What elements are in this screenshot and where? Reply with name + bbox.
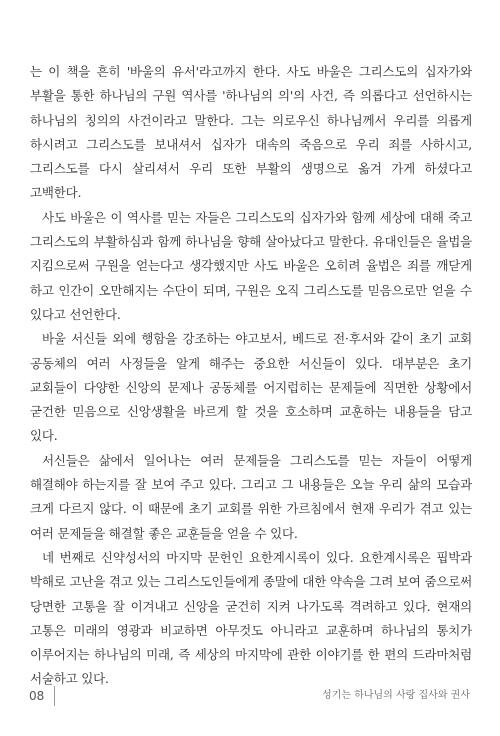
footer-divider (54, 686, 55, 706)
running-head: 성기는 하나님의 사랑 집사와 권사 (322, 690, 470, 701)
body-text (30, 60, 472, 692)
paragraph-1: 는 이 책을 흔히 '바울의 유서'라고까지 한다. 사도 바울은 그리스도의 십자가와 부활을 통한 하나님의 구원 역사를 '하나님의 의'의 사건, 즉 의롭다고 선언하시는 하나님의 칭의의 사건이라고 말한다. 그는 의로우신 하나님께서 우리를 의롭게 하시려고 그리스도를 보내셔서 십자가 대속의 죽음으로 우리 죄를 사하시고, 그리스도를 다시 살리셔서 우리 또한 부활의 생명으로 옮겨 가게 하셨다고 고백한다. (30, 64, 472, 201)
page-number: 08 (29, 689, 45, 703)
paragraph-2: 사도 바울은 이 역사를 믿는 자들은 그리스도의 십자가와 함께 세상에 대해 죽고 그리스도의 부활하심과 함께 하나님을 향해 살아났다고 말한다. 유대인들은 율법을 지킴으로써 구원을 얻는다고 생각했지만 사도 바울은 오히려 율법은 죄를 깨닫게 하고 인간이 오만해지는 수단이 되며, 구원은 오직 그리스도를 믿음으로만 얻을 수 있다고 선언한다. (30, 209, 472, 322)
paragraph-5: 네 번째로 신약성서의 마지막 문헌인 요한계시록이 있다. 요한계시록은 핍박과 박해로 고난을 겪고 있는 그리스도인들에게 종말에 대한 약속을 그려 보여 줌으로써 당면한 고통을 잘 이겨내고 신앙을 굳건히 지켜 나가도록 격려하고 있다. 현재의 고통은 미래의 영광과 비교하면 아무것도 아니라고 교훈하며 하나님의 통치가 이루어지는 하나님의 미래, 즉 세상의 마지막에 관한 이야기를 한 편의 드라마처럼 서술하고 있다. (30, 549, 472, 687)
page-footer (0, 686, 500, 706)
paragraph-3: 바울 서신들 외에 행함을 강조하는 야고보서, 베드로 전·후서와 같이 초기 교회 공동체의 여러 사정들을 알게 해주는 중요한 서신들이 있다. 대부분은 초기 교회들이 다양한 신앙의 문제나 공동체를 어지럽히는 문제들에 직면한 상황에서 굳건한 믿음으로 신앙생활을 바르게 할 것을 호소하며 교훈하는 내용들을 담고 있다. (30, 331, 472, 444)
paragraph-4: 서신들은 삶에서 일어나는 여러 문제들을 그리스도를 믿는 자들이 어떻게 해결해야 하는지를 잘 보여 주고 있다. 그리고 그 내용들은 오늘 우리 삶의 모습과 크게 다르지 않다. 이 때문에 초기 교회를 위한 가르침에서 현재 우리가 겪고 있는 여러 문제들을 해결할 좋은 교훈들을 얻을 수 있다. (30, 452, 472, 541)
